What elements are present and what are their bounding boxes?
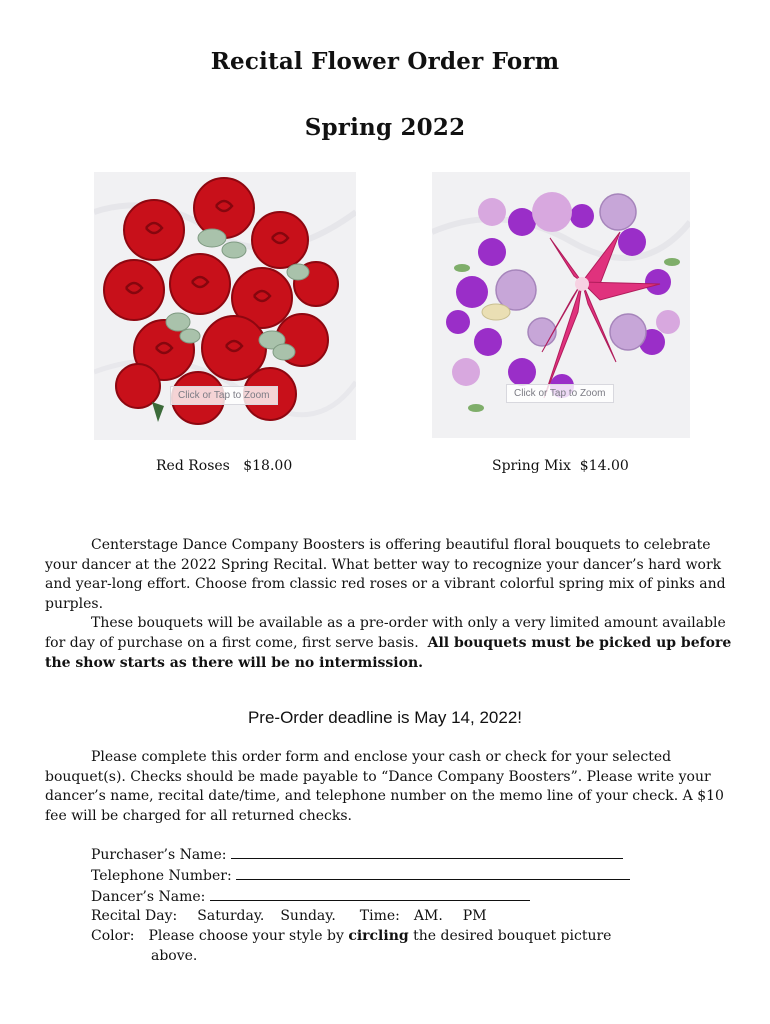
circling-emphasis: circling (348, 928, 409, 945)
color-instruction-cont: the desired bouquet picture (413, 928, 612, 945)
telephone-label: Telephone Number: (91, 867, 232, 884)
purchaser-name-field[interactable] (231, 845, 623, 859)
intro-section (45, 536, 735, 673)
season-title: Spring 2022 (304, 114, 466, 141)
time-label: Time: (359, 908, 400, 925)
color-label: Color: (91, 928, 135, 945)
intro-paragraph-1: Centerstage Dance Company Boosters is offering beautiful floral bouquets to celebrate your dancer at the 2022 Spring Recital. What better way to recognize your dancer’s hard work and year-long effort. Choose from classic red roses or a vibrant colorful spring mix of pinks and purples. (45, 537, 726, 612)
recital-day-row (91, 907, 731, 927)
form-title: Recital Flower Order Form (210, 48, 560, 75)
recital-day-label: Recital Day: (91, 908, 178, 925)
product-price: $18.00 (243, 458, 293, 474)
sunday-option[interactable]: Sunday. (280, 908, 336, 925)
instructions-paragraph: Please complete this order form and enclose your cash or check for your selected bouquet(s). Checks should be made payable to “Dance Company Boosters”. Please write your dancer’s name, recital date/time, and telephone number on the memo line of your check. A $10 fee will be charged for all returned checks. (45, 749, 724, 824)
dancer-row (91, 887, 731, 908)
order-fields (91, 845, 731, 967)
color-row-continued (91, 947, 731, 967)
color-instruction-end: above. (151, 947, 198, 964)
dancer-name-field[interactable] (210, 887, 530, 901)
dancer-label: Dancer’s Name: (91, 888, 206, 905)
intro-paragraph-2 (45, 614, 735, 673)
purchaser-label: Purchaser’s Name: (91, 847, 227, 863)
saturday-option[interactable]: Saturday. (197, 908, 265, 925)
pickup-warning: All bouquets must be picked up before the show starts as there will be no intermission. (45, 634, 732, 671)
pm-option[interactable]: PM (462, 908, 487, 925)
red-roses-caption (156, 458, 292, 474)
color-row (91, 927, 731, 947)
telephone-row (91, 866, 731, 887)
telephone-field[interactable] (236, 866, 630, 880)
am-option[interactable]: AM. (413, 908, 443, 925)
spring-mix-bouquet-image[interactable] (432, 172, 690, 438)
zoom-hint[interactable]: Click or Tap to Zoom (506, 384, 614, 403)
product-price: $14.00 (579, 458, 629, 474)
preorder-deadline: Pre-Order deadline is May 14, 2022! (247, 708, 523, 727)
purchaser-row (91, 845, 731, 866)
product-name: Red Roses (156, 458, 230, 474)
color-instruction: Please choose your style by (148, 928, 344, 945)
red-roses-bouquet-image[interactable] (94, 172, 356, 440)
product-name: Spring Mix (492, 458, 571, 474)
preorder-note: These bouquets will be available as a pre-order with only a very limited amount available for day of purchase on a first come, first serve basis. (45, 615, 726, 651)
spring-mix-caption (492, 458, 629, 474)
instructions-section (45, 748, 735, 826)
zoom-hint[interactable]: Click or Tap to Zoom (170, 386, 278, 405)
